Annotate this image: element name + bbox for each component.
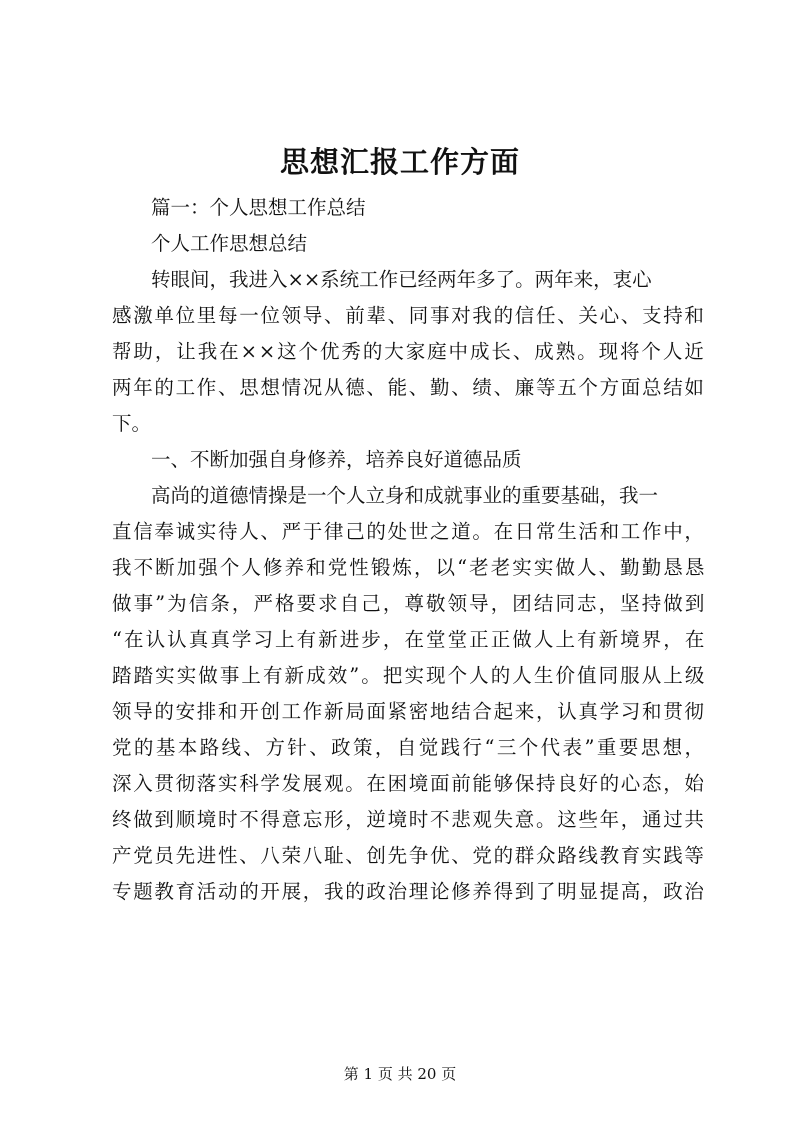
text-line: 做事”为信条，严格要求自己，尊敬领导，团结同志，坚持做到 (112, 592, 707, 615)
text-line: 我不断加强个人修养和党性锻炼，以“老老实实做人、勤勤恳恳 (112, 556, 707, 579)
text-line: 领导的安排和开创工作新局面紧密地结合起来，认真学习和贯彻 (112, 700, 706, 723)
text-line: 党的基本路线、方针、政策，自觉践行“三个代表”重要思想， (112, 736, 707, 759)
text-line: 转眼间，我进入××系统工作已经两年多了。两年来，衷心 (151, 268, 652, 291)
text-line: 高尚的道德情操是一个人立身和成就事业的重要基础，我一 (151, 484, 659, 507)
text-line: 感激单位里每一位领导、前辈、同事对我的信任、关心、支持和 (112, 304, 706, 327)
text-line: 产党员先进性、八荣八耻、创先争优、党的群众路线教育实践等 (112, 844, 706, 867)
text-line: 两年的工作、思想情况从德、能、勤、绩、廉等五个方面总结如 (112, 376, 706, 399)
text-line: 终做到顺境时不得意忘形，逆境时不悲观失意。这些年，通过共 (112, 808, 706, 831)
text-line: 踏踏实实做事上有新成效”。把实现个人的人生价值同服从上级 (112, 664, 707, 687)
document-title: 思想汇报工作方面 (279, 145, 520, 179)
text-line: 帮助，让我在××这个优秀的大家庭中成长、成熟。现将个人近 (112, 340, 706, 363)
page-footer: 第 1 页 共 20 页 (343, 1065, 457, 1083)
text-line: 个人工作思想总结 (151, 232, 308, 255)
text-line: 深入贯彻落实科学发展观。在困境面前能够保持良好的心态，始 (112, 772, 706, 795)
document-body (112, 190, 707, 910)
text-line: 下。 (112, 412, 152, 435)
text-line: 篇一：个人思想工作总结 (151, 196, 366, 219)
text-line: 直信奉诚实待人、严于律己的处世之道。在日常生活和工作中， (112, 520, 706, 543)
text-line: 一、不断加强自身修养，培养良好道德品质 (151, 448, 522, 471)
text-line: “在认认真真学习上有新进步，在堂堂正正做人上有新境界，在 (112, 628, 707, 651)
text-line: 专题教育活动的开展，我的政治理论修养得到了明显提高，政治 (112, 880, 706, 903)
